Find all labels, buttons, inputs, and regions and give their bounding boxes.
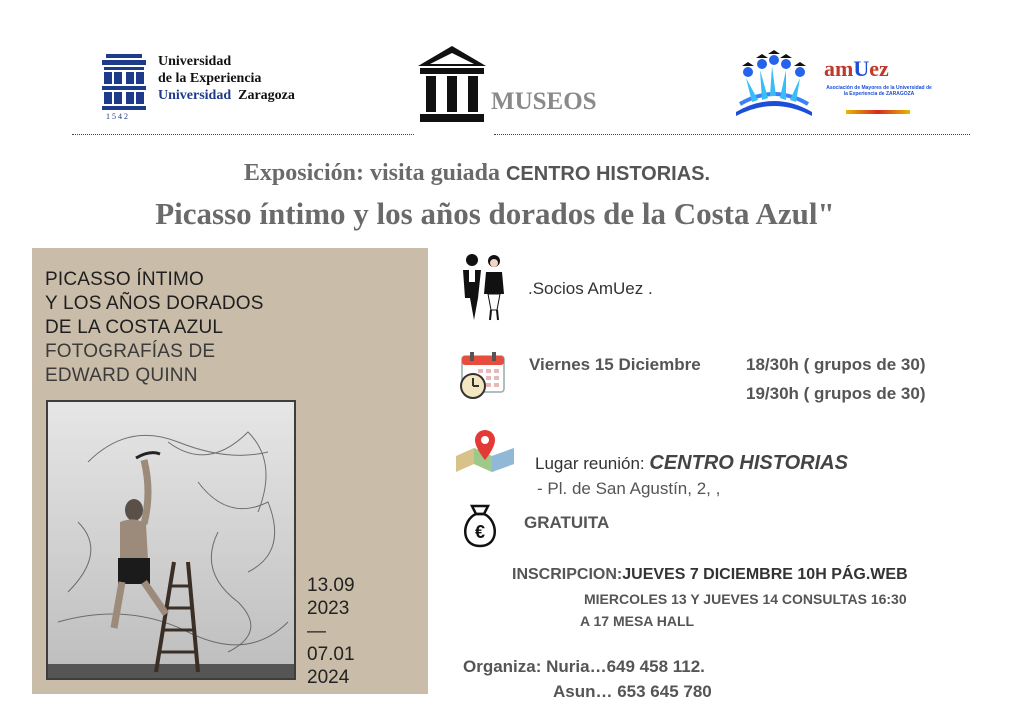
money-bag-icon <box>458 502 502 550</box>
uz-line3b: Zaragoza <box>238 88 295 103</box>
couple-icon <box>458 252 508 322</box>
universidad-experiencia-text <box>158 53 295 104</box>
event-day: Viernes 15 Diciembre <box>529 355 701 374</box>
amuez-flag-bar <box>846 110 910 114</box>
uz-line3a: Universidad <box>158 88 232 103</box>
poster-date-line: 07.01 <box>307 644 355 665</box>
map-location-icon <box>452 428 518 474</box>
poster-date-line: 2024 <box>307 667 350 688</box>
svg-text:€: € <box>474 522 486 542</box>
uz-line1: Universidad <box>158 54 232 69</box>
museos-label: MUSEOS <box>491 88 597 115</box>
uz-line3 <box>158 87 295 104</box>
inscription-line-3: A 17 MESA HALL <box>580 613 695 629</box>
event-subtitle <box>0 160 954 187</box>
organizer-line-2: Asun… 653 645 780 <box>553 682 712 701</box>
inscription-date: JUEVES 7 DICIEMBRE 10H PÁG.WEB <box>622 566 908 583</box>
event-time-1: 18/30h ( grupos de 30) <box>746 355 926 374</box>
meeting-address: - Pl. de San Agustín, 2, , <box>537 479 721 498</box>
poster-date-line: — <box>307 621 326 642</box>
price-text: GRATUITA <box>524 513 610 532</box>
amuez-logo <box>728 50 820 118</box>
event-subtitle-prefix: Exposición: visita guiada <box>243 160 506 186</box>
event-title: Picasso íntimo y los años dorados de la Costa Azul" <box>155 196 835 231</box>
meeting-label: Lugar reunión: <box>535 454 650 473</box>
organizer-line-1: Organiza: Nuria…649 458 112. <box>463 657 705 676</box>
picasso-drawing-photo <box>48 402 294 678</box>
poster-title-line: Y LOS AÑOS DORADOS <box>45 293 264 314</box>
poster-subtitle-line: EDWARD QUINN <box>45 365 198 386</box>
meeting-place: CENTRO HISTORIAS <box>649 452 848 474</box>
poster-title-line: DE LA COSTA AZUL <box>45 317 224 338</box>
poster-date-line: 2023 <box>307 598 350 619</box>
poster-dates <box>307 574 355 689</box>
museum-icon <box>416 44 488 124</box>
amuez-name-b: ez <box>869 56 889 81</box>
calendar-clock-icon <box>458 350 510 400</box>
header-divider-left <box>72 134 414 135</box>
inscription-line-1 <box>512 566 908 584</box>
amuez-subtitle: Asociación de Mayores de la Universidad de la Experiencia de ZARAGOZA <box>826 85 932 97</box>
uz-line2: de la Experiencia <box>158 71 262 86</box>
amuez-name-a: am <box>824 56 854 81</box>
amuez-name-u: U <box>853 56 870 81</box>
poster-title <box>45 268 264 388</box>
poster-subtitle-line: FOTOGRAFÍAS DE <box>45 341 216 362</box>
meeting-point <box>535 452 848 475</box>
amuez-name <box>824 56 889 82</box>
poster-title-line: PICASSO ÍNTIMO <box>45 269 205 290</box>
poster-photograph <box>46 400 296 680</box>
event-time-2: 19/30h ( grupos de 30) <box>746 384 926 403</box>
inscription-line-2: MIERCOLES 13 Y JUEVES 14 CONSULTAS 16:30 <box>584 591 907 607</box>
exhibition-poster <box>32 248 428 694</box>
inscription-label: INSCRIPCION: <box>512 566 623 583</box>
audience-text: .Socios AmUez . <box>528 279 653 298</box>
event-venue: CENTRO HISTORIAS. <box>505 163 711 185</box>
uz-year: 1542 <box>106 112 130 121</box>
poster-date-line: 13.09 <box>307 575 355 596</box>
header-divider-right <box>494 134 970 135</box>
